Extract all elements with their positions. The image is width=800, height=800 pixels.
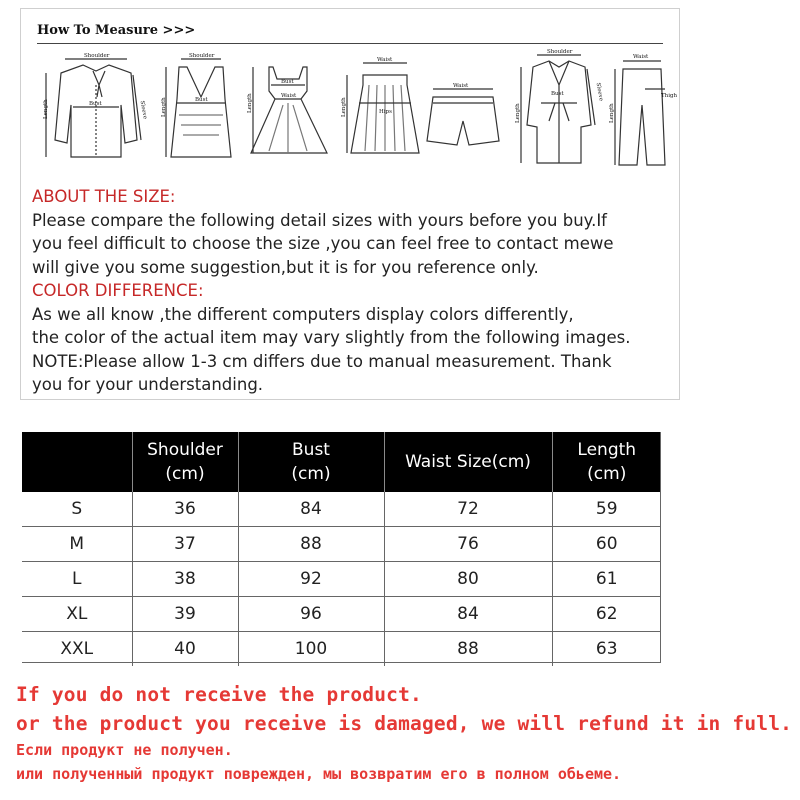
skirt-length-label: Length	[341, 97, 347, 117]
blouse-bust-label: Bust	[89, 101, 102, 107]
tank-top-figure-icon	[166, 59, 231, 157]
coat-length-label: Length	[515, 103, 521, 123]
bust-cell: 92	[238, 562, 384, 597]
length-cell: 60	[552, 527, 661, 562]
size-cell: XXL	[22, 632, 132, 667]
shoulder-header: Shoulder (cm)	[132, 432, 238, 492]
size-table-row	[22, 632, 661, 667]
shorts-figure-icon	[427, 89, 499, 145]
guide-header	[37, 17, 663, 44]
waist-header: Waist Size(cm)	[384, 432, 552, 492]
color-difference-line: NOTE:Please allow 1-3 cm differs due to manual measurement. Thank	[32, 351, 612, 371]
length-cell: 61	[552, 562, 661, 597]
size-cell: S	[22, 492, 132, 527]
blouse-shoulder-label: Shoulder	[84, 53, 110, 59]
color-difference-line: the color of the actual item may vary slightly from the following images.	[32, 328, 631, 347]
shorts-figure-labels	[453, 83, 469, 89]
waist-cell: 76	[384, 527, 552, 562]
waist-cell: 80	[384, 562, 552, 597]
tank-bust-label: Bust	[195, 97, 208, 103]
size-table	[22, 432, 661, 666]
size-table-row	[22, 562, 661, 597]
size-header-cell	[22, 432, 132, 492]
shoulder-cell: 40	[132, 632, 238, 667]
about-size-heading: ABOUT THE SIZE:	[32, 187, 176, 206]
about-size-line: will give you some suggestion,but it is for you reference only.	[32, 257, 539, 277]
coat-figure-icon	[521, 55, 595, 163]
dress-bust-label: Bust	[281, 79, 294, 85]
skirt-waist-label: Waist	[377, 57, 393, 63]
trousers-waist-label: Waist	[633, 54, 649, 60]
length-cell: 63	[595, 639, 618, 659]
skirt-hips-label: Hips	[379, 109, 392, 115]
shoulder-cell: 38	[132, 562, 238, 597]
skirt-figure-icon	[347, 63, 419, 153]
bust-cell: 96	[238, 597, 384, 632]
waist-cell: 88	[384, 632, 552, 667]
size-table-row	[22, 597, 661, 632]
coat-shoulder-label: Shoulder	[547, 49, 573, 55]
color-difference-heading: COLOR DIFFERENCE:	[32, 281, 204, 300]
refund-notice	[16, 680, 796, 786]
blouse-length-label: Length	[43, 99, 49, 119]
guide-title: How To Measure >>>	[37, 23, 196, 38]
blouse-sleeve-label: Sleeve	[138, 100, 148, 120]
bust-cell: 100	[238, 632, 384, 667]
length-cell: 59	[552, 492, 661, 527]
blouse-figure-icon	[46, 59, 141, 157]
length-cell: 62	[552, 597, 661, 632]
refund-notice-ru-line1: Если продукт не получен.	[16, 741, 233, 759]
refund-notice-ru-line2: или полученный продукт поврежден, мы возвратим его в полном обьеме.	[16, 765, 622, 783]
size-cell: XL	[22, 597, 132, 632]
about-size-line: Please compare the following detail sizes with yours before you buy.If	[32, 210, 607, 230]
refund-notice-en-line1: If you do not receive the product.	[16, 683, 422, 706]
shoulder-cell: 39	[132, 597, 238, 632]
color-difference-line: As we all know ,the different computers display colors differently,	[32, 304, 574, 324]
trousers-thigh-label: Thigh	[661, 93, 678, 99]
dress-length-label: Length	[247, 93, 253, 113]
length-header: Length (cm)	[552, 432, 661, 492]
size-table-row	[22, 527, 661, 562]
refund-notice-en-line2: or the product you receive is damaged, we will refund it in full.	[16, 712, 793, 735]
dress-waist-label: Waist	[281, 93, 297, 99]
coat-bust-label: Bust	[551, 91, 564, 97]
bust-cell: 88	[238, 527, 384, 562]
tank-length-label: Length	[161, 97, 167, 117]
waist-cell: 72	[384, 492, 552, 527]
color-difference-line: you for your understanding.	[32, 375, 264, 394]
size-table-row	[22, 492, 661, 527]
bust-cell: 84	[238, 492, 384, 527]
coat-sleeve-label: Sleeve	[594, 82, 604, 102]
size-info-text	[32, 185, 677, 397]
tank-shoulder-label: Shoulder	[189, 53, 215, 59]
shoulder-cell: 36	[132, 492, 238, 527]
measure-guide-box	[20, 8, 680, 400]
trousers-length-label: Length	[609, 103, 615, 123]
size-table-header-row	[22, 432, 661, 492]
garment-figures	[21, 45, 679, 191]
shorts-waist-label: Waist	[453, 83, 469, 89]
waist-cell: 84	[384, 597, 552, 632]
about-size-line: you feel difficult to choose the size ,you can feel free to contact mewe	[32, 234, 614, 253]
shoulder-cell: 37	[132, 527, 238, 562]
size-cell: L	[22, 562, 132, 597]
trousers-figure-labels	[609, 54, 677, 123]
size-cell: M	[22, 527, 132, 562]
bust-header: Bust (cm)	[238, 432, 384, 492]
trousers-figure-icon	[615, 61, 665, 165]
